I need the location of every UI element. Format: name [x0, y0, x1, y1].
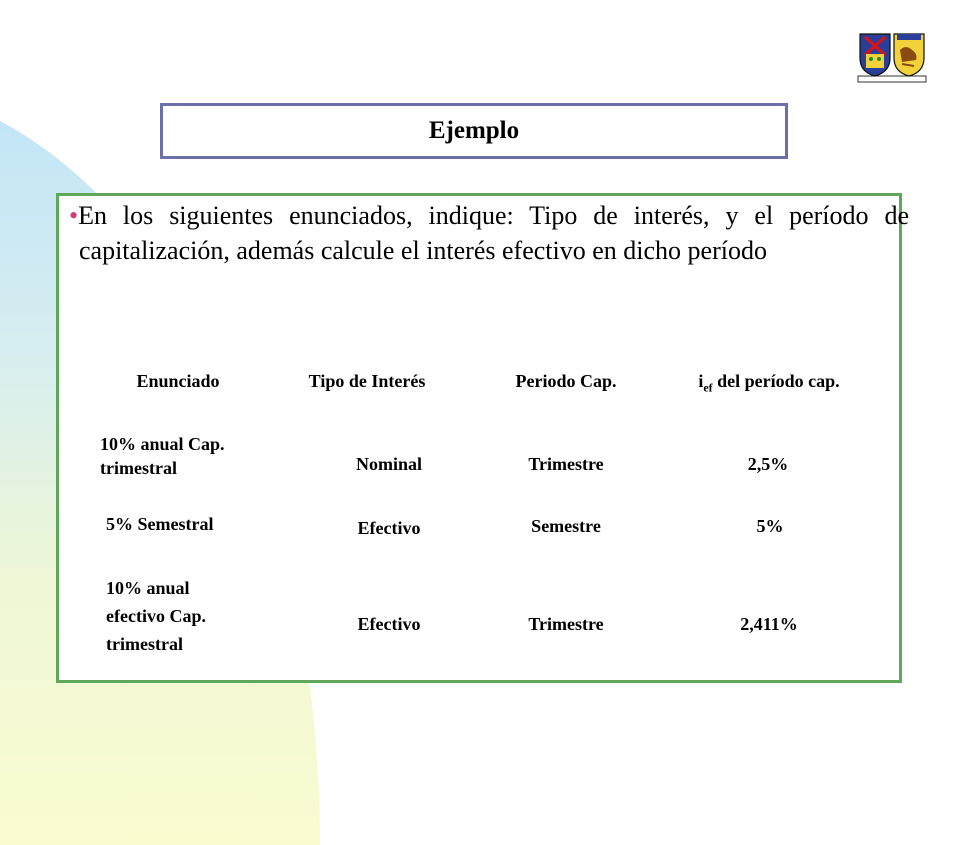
row3-periodo: Trimestre — [528, 614, 604, 634]
row1-enunciado-line2: trimestral — [100, 458, 177, 478]
header-ief — [698, 371, 839, 396]
bullet-marker: • — [69, 201, 79, 230]
row1-enunciado-line1: 10% anual Cap. — [100, 434, 225, 454]
row1-ief: 2,5% — [747, 454, 789, 474]
row2-ief: 5% — [756, 516, 784, 536]
university-crest-icon — [856, 28, 928, 84]
header-ief-main: i — [698, 371, 704, 391]
header-periodo-cap: Periodo Cap. — [515, 371, 617, 391]
row3-tipo: Efectivo — [357, 614, 421, 634]
header-enunciado: Enunciado — [136, 371, 220, 391]
row3-enunciado-line1: 10% anual — [106, 578, 190, 598]
row1-tipo: Nominal — [355, 454, 423, 474]
row2-periodo: Semestre — [531, 516, 601, 536]
row2-enunciado-line1: 5% Semestral — [106, 514, 214, 534]
row3-ief: 2,411% — [740, 614, 798, 634]
row3-enunciado-line2: efectivo Cap. — [106, 606, 206, 626]
intro-paragraph — [69, 198, 909, 268]
content-box — [56, 193, 909, 683]
slide-title: Ejemplo — [160, 103, 788, 159]
row1-periodo: Trimestre — [528, 454, 604, 474]
header-ief-rest: del período cap. — [712, 371, 840, 391]
header-ief-sub: ef — [703, 380, 713, 395]
header-tipo-interes: Tipo de Interés — [308, 371, 426, 391]
intro-text: En los siguientes enunciados, indique: Tipo de interés, y el período de capitalización, además calcule el interés efectivo en dicho período — [78, 201, 909, 265]
row2-tipo: Efectivo — [357, 518, 421, 538]
row3-enunciado-line3: trimestral — [106, 634, 183, 654]
